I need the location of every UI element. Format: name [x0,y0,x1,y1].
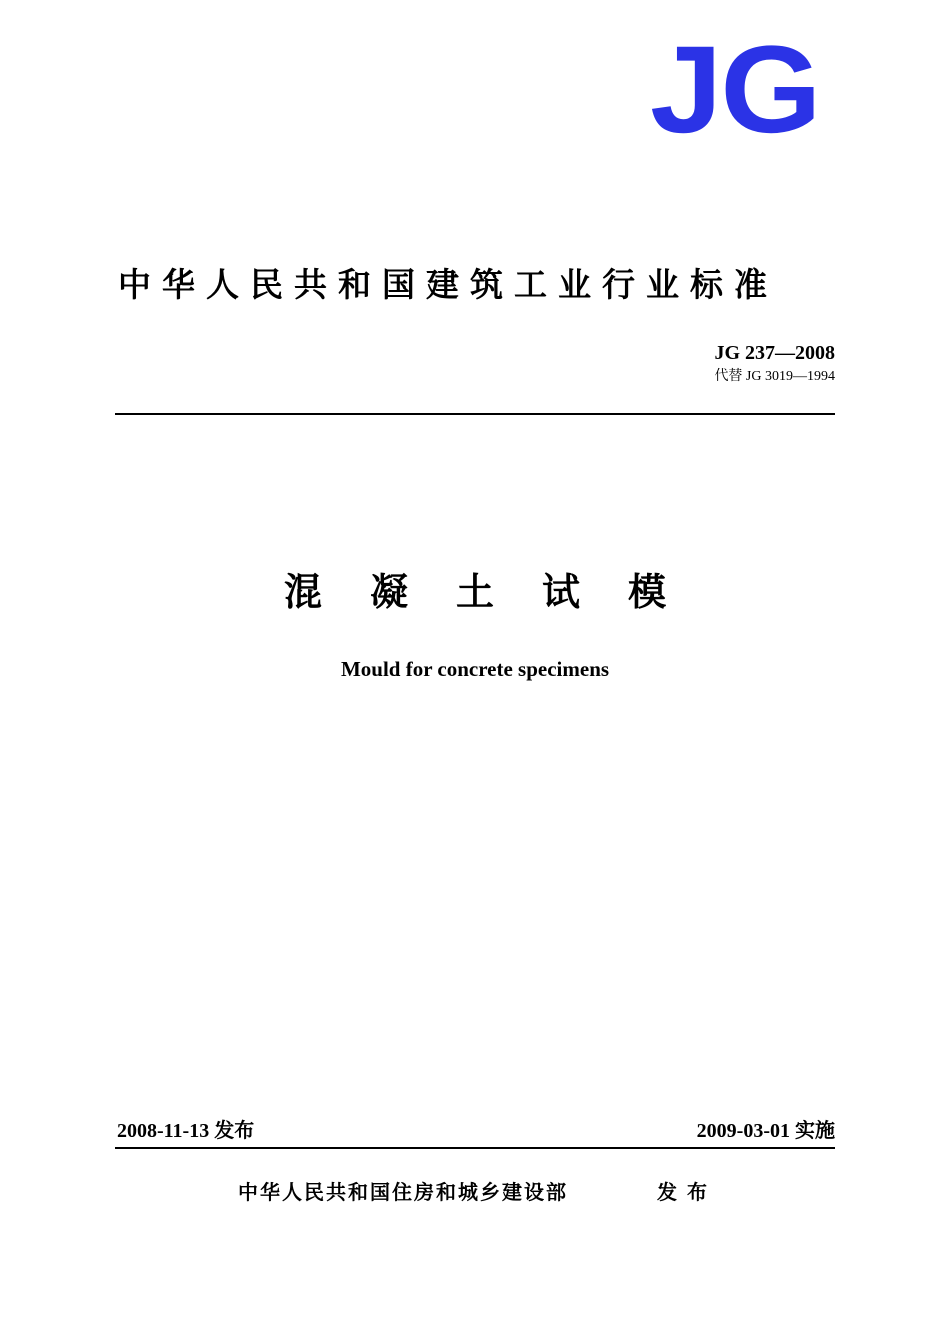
standard-number: JG 237—2008 [714,342,835,364]
publisher-name: 中华人民共和国住房和城乡建设部 [238,1180,568,1204]
publish-label: 发布 [657,1180,717,1204]
document-title: 混凝土试模 [283,570,714,614]
replaces-standard: 代替 JG 3019—1994 [714,369,835,384]
bottom-divider [115,1147,835,1149]
top-divider [115,413,835,415]
document-subtitle-english: Mould for concrete specimens [340,657,610,681]
jg-logo: JG [650,21,820,159]
implementation-date: 2009-03-01 实施 [696,1120,835,1142]
issue-date: 2008-11-13 发布 [117,1120,255,1142]
header-title: 中华人民共和国建筑工业行业标准 [118,265,778,304]
